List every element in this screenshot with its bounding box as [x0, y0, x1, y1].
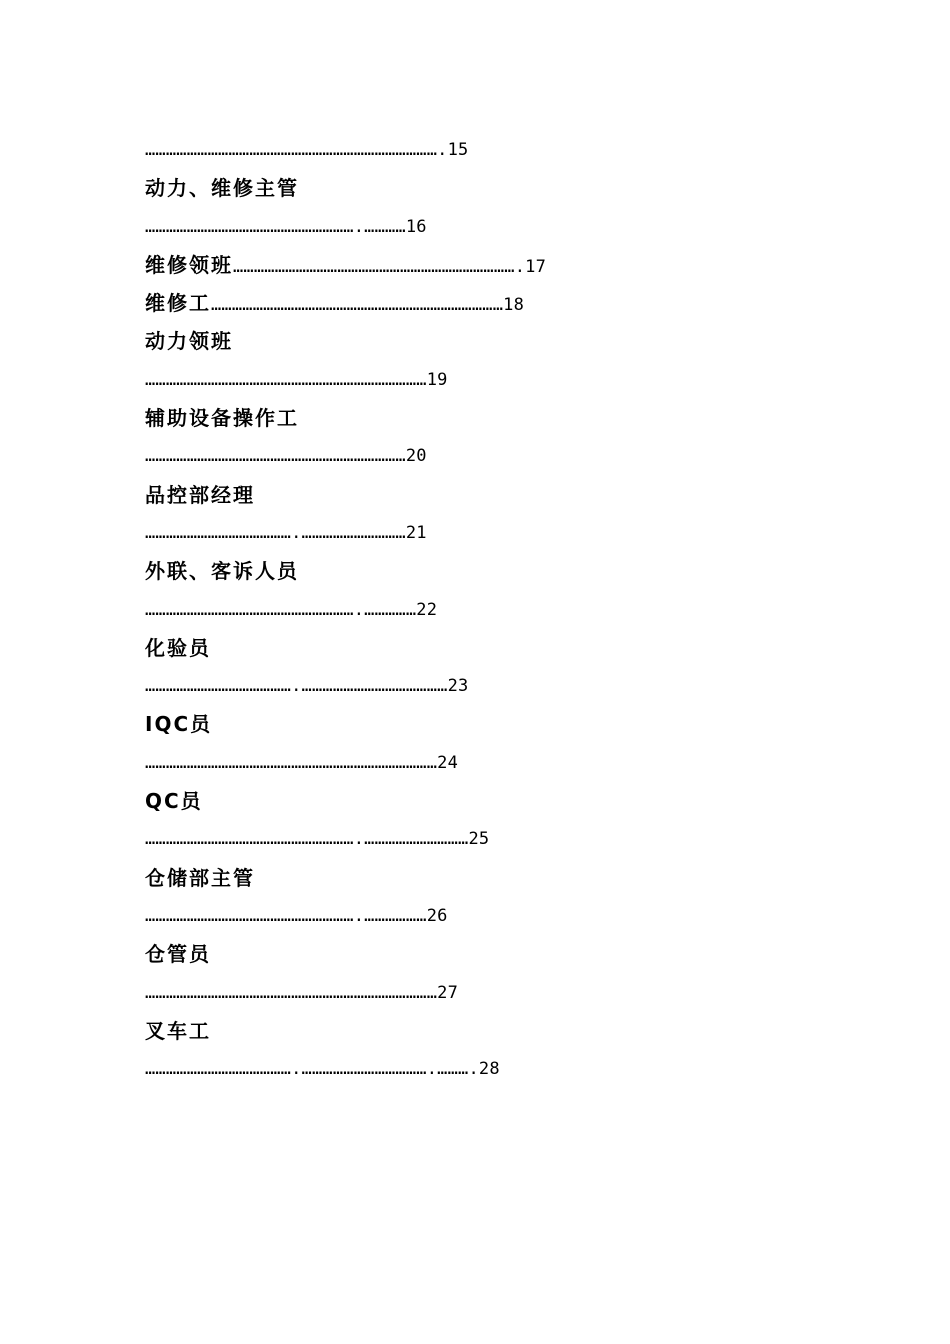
- toc-leader-line: ………………………………………………………………………19: [145, 369, 448, 390]
- toc-entry-title: 品控部经理: [145, 482, 255, 507]
- toc-entry-title: QC员: [145, 789, 203, 814]
- table-of-contents: [145, 131, 845, 1088]
- toc-leader-line: …………………………………………………………………………24: [145, 752, 459, 773]
- toc-entry-title: 维修工: [145, 291, 211, 316]
- toc-entry-title: 辅助设备操作工: [145, 406, 299, 431]
- toc-leader-line: …………………………………….…………………………21: [145, 522, 427, 543]
- toc-leader-line: …………………………………………………….……………22: [145, 599, 438, 620]
- toc-leader-line: …………………………………………………….………………26: [145, 905, 448, 926]
- toc-leader-line: …………………………………….……………………………………23: [145, 676, 469, 697]
- toc-entry-title: 仓储部主管: [145, 865, 255, 890]
- toc-entry-title: 外联、客诉人员: [145, 559, 299, 584]
- toc-entry-title: 动力、维修主管: [145, 176, 299, 201]
- toc-entry: [145, 284, 845, 322]
- toc-entry-title: 动力领班: [145, 329, 233, 354]
- toc-leader-dots: …………………………………………………………………………18: [211, 295, 525, 316]
- toc-entry-title: 叉车工: [145, 1018, 211, 1043]
- toc-entry-title: 仓管员: [145, 942, 211, 967]
- toc-leader-line: …………………………………….……………………………….……….28: [145, 1059, 500, 1080]
- toc-leader-dots: ……………………………………………………………………….17: [233, 256, 547, 277]
- toc-entry-title: IQC员: [145, 712, 213, 737]
- toc-entry-title: 化验员: [145, 635, 211, 660]
- toc-leader-line: …………………………………………………….…………………………25: [145, 829, 490, 850]
- toc-leader-line: …………………………………………………………………………27: [145, 982, 459, 1003]
- toc-entry: [145, 246, 845, 284]
- toc-entry-title: 维修领班: [145, 252, 233, 277]
- toc-leader-line: ………………………………………………………………………….15: [145, 140, 469, 160]
- toc-leader-line: …………………………………………………….…………16: [145, 216, 427, 237]
- toc-leader-line: …………………………………………………………………20: [145, 446, 427, 467]
